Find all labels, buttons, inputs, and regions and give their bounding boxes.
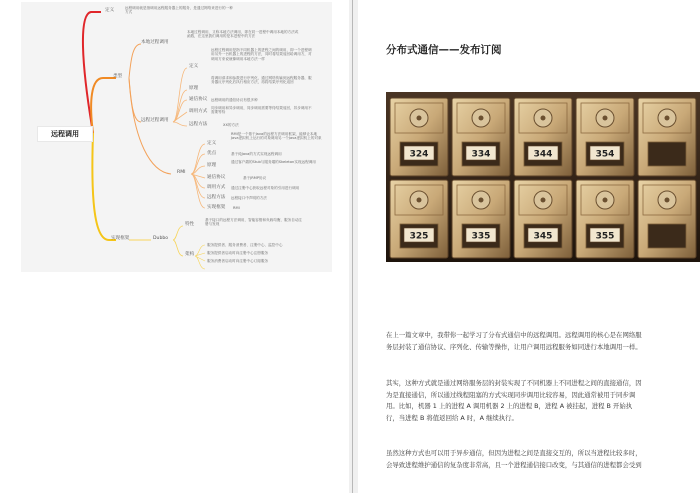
box-number: 355 <box>595 231 615 242</box>
paragraph-2-line-2: 为是直接通信，所以通过线程阻塞的方式实现同步调用比较容易，因此通常被用于同步调 <box>386 390 636 399</box>
mindmap-rpc-text-4: XX的方法 <box>223 123 239 127</box>
mindmap-dubbo-text-3: 服务消费者启动时向注册中心订阅服务 <box>207 259 269 263</box>
paragraph-2-line-4: 行，当进程 B 将值返回给 A 时，A 继续执行。 <box>386 413 518 422</box>
mindmap-node-rpc: 远程过程调用 <box>141 118 169 123</box>
mailbox-photo <box>386 92 700 262</box>
mailbox <box>514 98 572 176</box>
mindmap-root: 远程调用 <box>37 126 93 142</box>
paragraph-2-line-1: 其实，这种方式就是通过网络服务层的封装实现了不同机器上不同进程之间的直接通信，因 <box>386 379 642 387</box>
mindmap-rpc-text-3: 同步调用和异步调用，同步调用需要等待结果返回，异步调用不需要等待 <box>211 106 312 115</box>
mindmap-rmi-item-5: 远程方法 <box>207 195 226 200</box>
paragraph-2 <box>386 378 700 424</box>
paragraph-1 <box>386 330 700 353</box>
mindmap-rmi-text-6: RMI <box>233 206 240 210</box>
mindmap-image <box>21 2 332 272</box>
mindmap-rmi-text-0: RMI是一个基于Java的远程方法调用框架，能够让本地Java虚拟机上运行的对象调用另一个Java虚拟机上的对象 <box>231 132 322 141</box>
mindmap-rpc-item-3: 调用方式 <box>189 109 208 114</box>
mindmap-dubbo-text-1: 服务提供者、服务消费者、注册中心、监控中心 <box>207 243 283 247</box>
mailbox <box>452 180 510 258</box>
mindmap-definition-text: 远程调用就是指调用远程服务器上的服务，是通过网络来进行的一种方式 <box>125 6 233 15</box>
box-number: 335 <box>471 231 491 242</box>
mindmap-rmi-text-2: 通过客户端的Stub与服务端的Skeleton实现远程调用 <box>231 160 316 164</box>
article-title: 分布式通信——发布订阅 <box>386 44 502 56</box>
box-number: 325 <box>409 231 429 242</box>
mindmap-rmi-item-4: 调用方式 <box>207 185 226 190</box>
mindmap-rmi-text-4: 通过注册中心获取远程对象的引用进行调用 <box>231 186 300 190</box>
mindmap-node-practice: 实现框架 <box>111 236 130 241</box>
mindmap-node-types: 类型 <box>113 74 123 79</box>
mindmap-dubbo-item-0: 特性 <box>185 222 195 227</box>
mailbox <box>452 98 510 176</box>
mindmap-rmi-item-1: 优点 <box>207 151 217 156</box>
mindmap-rmi-text-3: 基于JRMP协议 <box>243 176 267 180</box>
mindmap-node-definition: 定义 <box>105 8 115 13</box>
paragraph-3-line-2: 会导致进程维护通信的复杂度非常高，且一个进程通信接口改变，与其通信的进程都会受到 <box>386 460 642 469</box>
right-page <box>358 0 700 493</box>
page-divider <box>349 0 358 493</box>
mailbox <box>390 180 448 258</box>
mindmap-node-local-call: 本地过程调用 <box>141 40 169 45</box>
article-photo <box>386 92 700 262</box>
mindmap-dubbo-item-1: 架构 <box>185 252 195 257</box>
box-number: 334 <box>471 149 491 160</box>
mailbox <box>576 98 634 176</box>
mindmap-rpc-item-4: 远程方法 <box>189 122 208 127</box>
mindmap-dubbo-text-2: 服务提供者启动时向注册中心注册服务 <box>207 251 269 255</box>
box-number: 354 <box>595 149 615 160</box>
left-page <box>0 0 349 493</box>
mailbox <box>390 98 448 176</box>
mindmap-rmi-item-0: 定义 <box>207 141 217 146</box>
mindmap-rpc-item-1: 原理 <box>189 86 199 91</box>
mailbox <box>638 180 696 258</box>
mindmap-rmi-text-1: 基于纯Java的方式实现远程调用 <box>231 152 282 156</box>
mindmap-rpc-item-0: 定义 <box>189 64 199 69</box>
box-number: 345 <box>533 231 553 242</box>
mindmap-node-dubbo: Dubbo <box>153 236 169 241</box>
paragraph-3-line-1: 虽然这种方式也可以用于异步通信，但因为进程之间是直接交互的，所以当进程比较多时， <box>386 449 642 457</box>
mindmap-local-call-text: 本地过程调用，又称本地方法调用，即在同一进程中调用本地的方法或函数，在这里我们调用的是本进程中的方法 <box>187 30 299 39</box>
mindmap-rpc-item-2: 通信协议 <box>189 97 208 102</box>
page-divider-line <box>352 0 353 493</box>
mindmap-node-rmi: RMI <box>177 170 186 175</box>
paragraph-3 <box>386 448 700 471</box>
paragraph-2-line-3: 用。比如，机器 1 上的进程 A 调用机器 2 上的进程 B，进程 A 被挂起，进程 B 开始执 <box>386 402 633 411</box>
mindmap-rmi-text-5: 远程接口中声明的方法 <box>231 196 267 200</box>
mindmap-rpc-text-1: 将调用请求和参数进行序列化，通过网络传输到远程服务器，服务器反序列化后执行相应方法，再将结果序列化返回 <box>211 76 312 85</box>
box-number: 324 <box>409 149 429 160</box>
mindmap-rpc-text-2: 远程调用的通信协议有很多种 <box>211 98 258 102</box>
mailbox <box>576 180 634 258</box>
paragraph-1-line-2: 务层封装了通信协议、序列化、传输等操作，让用户调用远程服务如同进行本地调用一样。 <box>386 342 642 351</box>
mindmap-rmi-item-3: 通信协议 <box>207 175 226 180</box>
mindmap-rpc-text-0: 远程过程调用是指不同机器上的进程之间的调用，即一个进程调用另外一台机器上的进程的方法，同时将结果返回给调用方，对调用方来说就像调用本地方法一样 <box>211 48 312 61</box>
mailbox <box>638 98 696 176</box>
box-number: 344 <box>533 149 553 160</box>
mindmap-dubbo-text-0: 基于接口的远程方法调用，智能容错和负载均衡，服务自动注册与发现 <box>205 218 303 227</box>
paragraph-1-line-1: 在上一篇文章中，我带你一起学习了分布式通信中的远程调用。远程调用的核心是在网络服 <box>386 331 642 339</box>
mindmap-rmi-item-2: 原理 <box>207 163 217 168</box>
mailbox <box>514 180 572 258</box>
mindmap-rmi-item-6: 实现框架 <box>207 205 226 210</box>
